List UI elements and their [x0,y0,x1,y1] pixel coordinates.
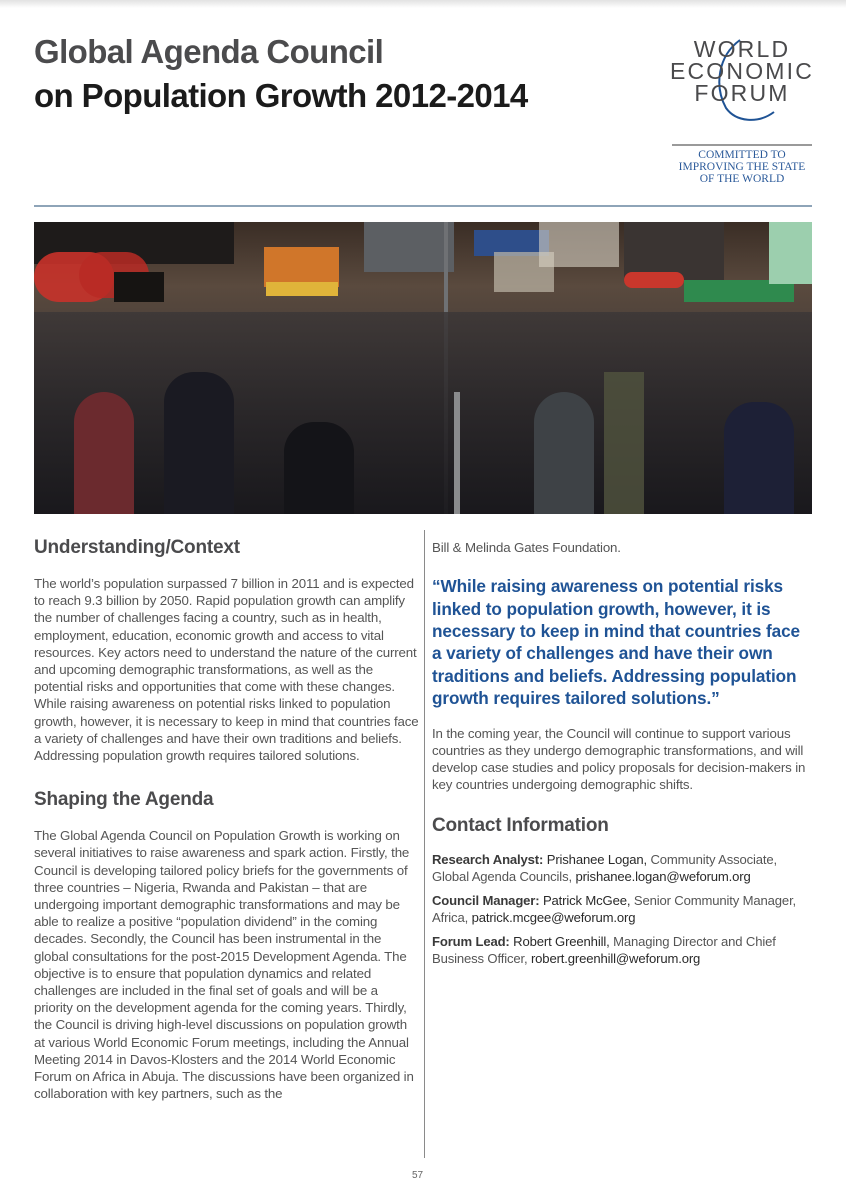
contact-list [432,851,814,967]
contact-email-link[interactable]: robert.greenhill@weforum.org [530,951,701,967]
section-heading-understanding: Understanding/Context [34,537,240,558]
section-body-understanding: The world’s population surpassed 7 billion in 2011 and is expected to reach 9.3 billion by 2050. Rapid population growth can amplify the number of challenges facing a country, such as in health, employment, education, economic growth and access to vital resources. Key actors need to understand the nature of the current and upcoming demographic transformations, as well as the potential risks and opportunities that come with these changes. While raising awareness on potential risks linked to population growth, however, it is necessary to keep in mind that countries face a variety of challenges and have their own traditions and beliefs. Addressing population growth requires tailored solutions. [34,576,419,764]
page-number: 57 [412,1170,424,1181]
section-body-shaping-agenda: The Global Agenda Council on Population Growth is working on several initiatives to raise awareness and spark action. Firstly, the Council is developing tailored policy briefs for the governments of three countries – Nigeria, Rwanda and Pakistan – that are undergoing important demographic transformations and may be able to realize a positive “population dividend” in the coming decades. Secondly, the Council has been instrumental in the global consultations for the post-2015 Development Agenda. The objective is to ensure that population dynamics and related challenges are included in the final set of goals and will be a priority on the development agenda for the coming years. Thirdly, the Council is driving high-level discussions on population growth at various World Economic Forum meetings, including the Annual Meeting 2014 in Davos-Klosters and the 2014 World Economic Forum on Africa in Abuja. The discussions have been organized in collaboration with key partners, such as the [34,828,414,1102]
header-divider [34,205,812,207]
logo-rule [672,144,812,146]
left-column [34,532,419,1102]
contact-title: Community Associate, Global Agenda Councils, [432,852,778,885]
contact-name: Prishanee Logan, [546,852,647,868]
page-title [34,30,528,118]
continued-text: Bill & Melinda Gates Foundation. [432,540,621,555]
contact-title: Managing Director and Chief Business Officer, [432,934,776,967]
title-line-1: Global Agenda Council [34,33,384,70]
logo-word-economic: ECONOMIC [669,58,815,84]
wef-logo [668,36,816,185]
section-heading-shaping-agenda: Shaping the Agenda [34,789,214,811]
contact-item [432,892,814,926]
tagline-line-3: OF THE WORLD [699,173,785,185]
contact-item [432,933,814,967]
crowd-street-photo [34,222,812,514]
contact-role: Research Analyst: [432,852,544,868]
column-divider [424,530,425,1158]
contact-item [432,851,814,885]
contact-title: Senior Community Manager, Africa, [432,893,797,926]
outlook-paragraph: In the coming year, the Council will continue to support various countries as they undergo demographic transformations, and will develop case studies and policy proposals for decision-makers in key countries undergoing demographic shifts. [432,725,806,793]
logo-tagline [668,149,816,185]
page-top-shadow [0,0,846,8]
tagline-line-1: COMMITTED TO [698,149,786,161]
contact-name: Patrick McGee, [542,893,631,909]
title-line-2: on Population Growth 2012-2014 [34,77,528,114]
contact-email-link[interactable]: prishanee.logan@weforum.org [575,869,751,885]
section-heading-contact: Contact Information [432,815,609,837]
tagline-line-2: IMPROVING THE STATE [678,161,806,173]
contact-email-link[interactable]: patrick.mcgee@weforum.org [471,910,636,926]
logo-word-forum: FORUM [694,80,790,106]
logo-word-world: WORLD [693,36,791,62]
pull-quote: “While raising awareness on potential risks linked to population growth, however, it is necessary to keep in mind that countries face a variety of challenges and have their own traditions and beliefs. Addressing population growth requires tailored solutions.” [432,576,801,709]
contact-role: Forum Lead: [432,934,510,950]
contact-name: Robert Greenhill, [513,934,610,950]
contact-role: Council Manager: [432,893,540,909]
right-column [432,532,814,974]
